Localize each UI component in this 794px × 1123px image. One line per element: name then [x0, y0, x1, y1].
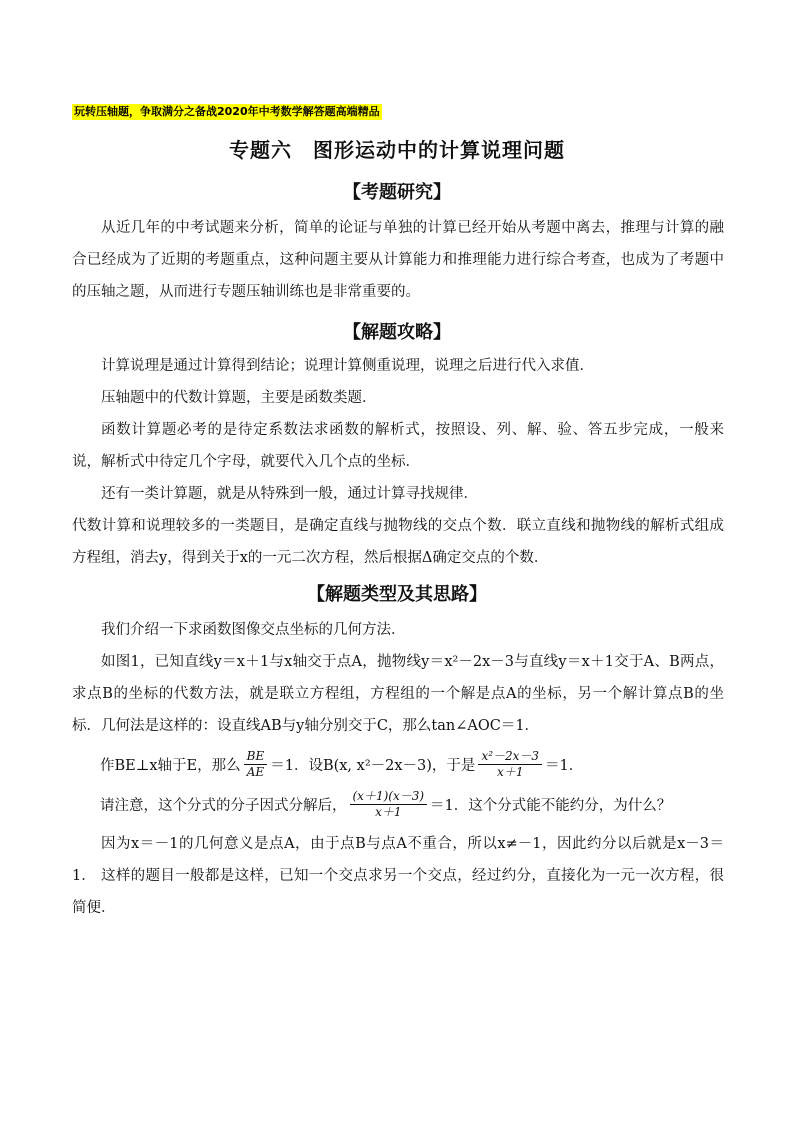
fraction-be-ae — [244, 749, 268, 780]
eq1-middle: ＝1．设B(x, x²－2x－3)，于是 — [270, 757, 476, 774]
fraction-denominator: x＋1 — [497, 764, 524, 779]
heading-strategy: 【解题攻略】 — [343, 322, 451, 343]
eq1-end: ＝1． — [545, 757, 584, 774]
fraction-quadratic — [478, 749, 542, 780]
fraction-denominator: AE — [246, 764, 265, 779]
fraction-factored — [350, 789, 428, 820]
heading-research: 【考题研究】 — [343, 182, 451, 203]
header-banner: 玩转压轴题，争取满分之备战2020年中考数学解答题高端精品 — [74, 105, 380, 118]
paragraph-strategy-5: 代数计算和说理较多的一类题目，是确定直线与抛物线的交点个数．联立直线和抛物线的解析式组成方程组，消去y，得到关于x的一元二次方程，然后根据Δ确定交点的个数． — [72, 518, 724, 566]
paragraph-strategy-4: 还有一类计算题，就是从特殊到一般，通过计算寻找规律． — [101, 486, 478, 502]
paragraph-types-1: 我们介绍一下求函数图像交点坐标的几何方法． — [101, 622, 406, 638]
heading-types: 【解题类型及其思路】 — [307, 584, 487, 605]
paragraph-types-7: 这样的题目一般都是这样，已知一个交点求另一个交点，经过约分，直接化为一元一次方程，很简便． — [72, 868, 724, 916]
paragraph-research: 从近几年的中考试题来分析，简单的论证与单独的计算已经开始从考题中离去，推理与计算的融合已经成为了近期的考题重点，这种问题主要从计算能力和推理能力进行综合考查，也成为了考题中的压轴之题，从而进行专题压轴训练也是非常重要的。 — [72, 220, 724, 300]
page-title: 专题六 图形运动中的计算说理问题 — [229, 138, 565, 162]
paragraph-types-6: 因为x＝－1的几何意义是点A，由于点B与点A不重合，所以x≠－1，因此约分以后就是x－3＝1． — [72, 836, 724, 884]
paragraph-strategy-2: 压轴题中的代数计算题，主要是函数类题． — [101, 390, 377, 406]
equation-line-1 — [100, 744, 730, 784]
fraction-numerator: BE — [244, 749, 268, 765]
equation-line-2 — [100, 784, 730, 824]
paragraph-types-3: 几何法是这样的：设直线AB与y轴分别交于C，那么tan∠AOC＝1． — [101, 718, 540, 734]
eq1-prefix: 作BE⊥x轴于E，那么 — [100, 757, 241, 774]
paragraph-types-2: 如图1，已知直线y＝x＋1与x轴交于点A，抛物线y＝x²－2x－3与直线y＝x＋1交于A、B两点，求点B的坐标的代数方法，就是联立方程组，方程组的一个解是点A的坐标，另一个解计算点B的坐标． — [72, 654, 724, 734]
paragraph-strategy-1: 计算说理是通过计算得到结论；说理计算侧重说理，说理之后进行代入求值． — [101, 358, 594, 374]
paragraph-strategy-3: 函数计算题必考的是待定系数法求函数的解析式，按照设、列、解、验、答五步完成，一般来说，解析式中待定几个字母，就要代入几个点的坐标． — [72, 422, 724, 470]
eq2-prefix: 请注意，这个分式的分子因式分解后， — [100, 797, 347, 814]
fraction-denominator: x＋1 — [375, 804, 402, 819]
eq2-end: ＝1．这个分式能不能约分，为什么？ — [430, 797, 672, 814]
fraction-numerator: (x＋1)(x－3) — [350, 789, 428, 805]
fraction-numerator: x²－2x－3 — [478, 749, 542, 765]
